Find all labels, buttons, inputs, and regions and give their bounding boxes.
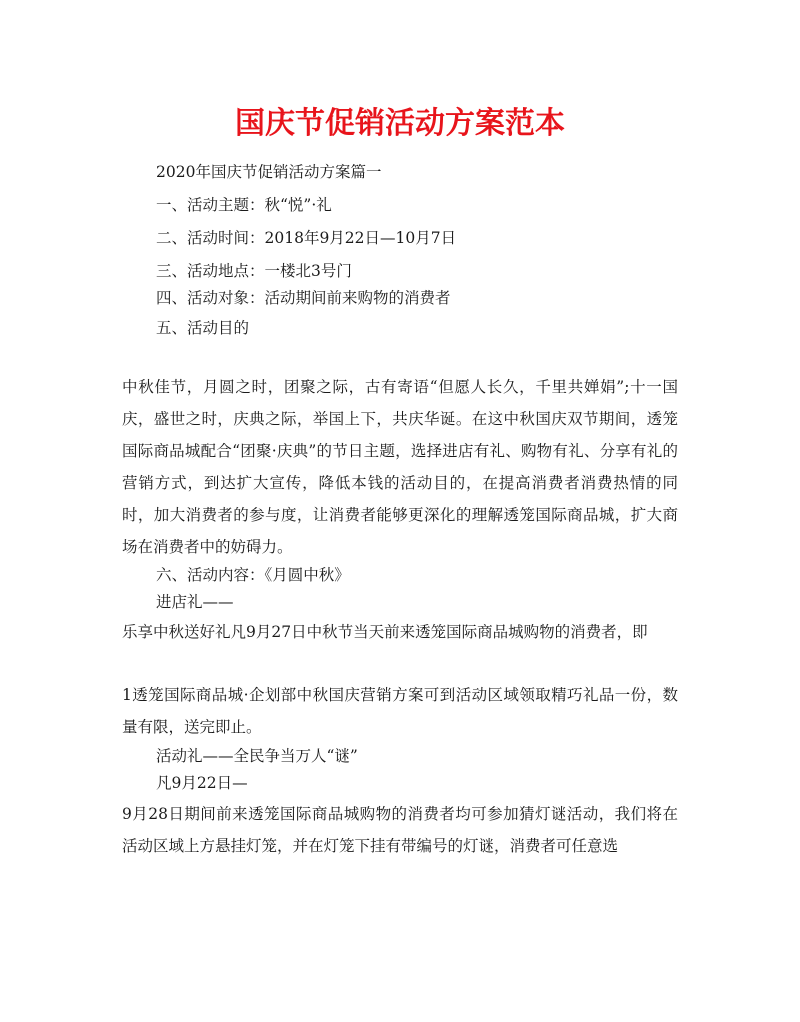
activity-location: 三、活动地点：一楼北3号门	[156, 262, 352, 280]
activity-audience: 四、活动对象：活动期间前来购物的消费者	[156, 289, 451, 307]
activity-time: 二、活动时间：2018年9月22日—10月7日	[156, 229, 457, 247]
purpose-paragraph: 中秋佳节，月圆之时，团聚之际，古有寄语“但愿人长久，千里共婵娟”;十一国庆，盛世之时，庆典之际，举国上下，共庆华诞。在这中秋国庆双节期间，透笼国际商品城配合“团聚·庆典”的节日主题，选择进店有礼、购物有礼、分享有礼的营销方式，到达扩大宣传，降低本钱的活动目的，在提高消费者消费热情的同时，加大消费者的参与度，让消费者能够更深化的理解透笼国际商品城，扩大商场在消费者中的妨碍力。	[122, 378, 678, 556]
activity-purpose-heading: 五、活动目的	[156, 319, 250, 337]
riddle-paragraph: 9月28日期间前来透笼国际商品城购物的消费者均可参加猜灯谜活动，我们将在活动区域上方悬挂灯笼，并在灯笼下挂有带编号的灯谜，消费者可任意选	[122, 805, 678, 855]
store-gift-detail: 1透笼国际商品城·企划部中秋国庆营销方案可到活动区域领取精巧礼品一份，数量有限，送完即止。	[122, 686, 678, 736]
store-gift-text: 乐享中秋送好礼凡9月27日中秋节当天前来透笼国际商品城购物的消费者，即	[122, 623, 648, 641]
section-heading: 2020年国庆节促销活动方案篇一	[156, 163, 382, 181]
activity-theme: 一、活动主题：秋“悦”·礼	[156, 196, 332, 214]
document-title: 国庆节促销活动方案范本	[235, 106, 565, 141]
store-gift-heading: 进店礼——	[156, 593, 234, 611]
riddle-date-start: 凡9月22日—	[156, 774, 248, 792]
activity-content-heading: 六、活动内容：《月圆中秋》	[156, 566, 350, 584]
riddle-gift-heading: 活动礼——全民争当万人“谜”	[156, 747, 358, 765]
